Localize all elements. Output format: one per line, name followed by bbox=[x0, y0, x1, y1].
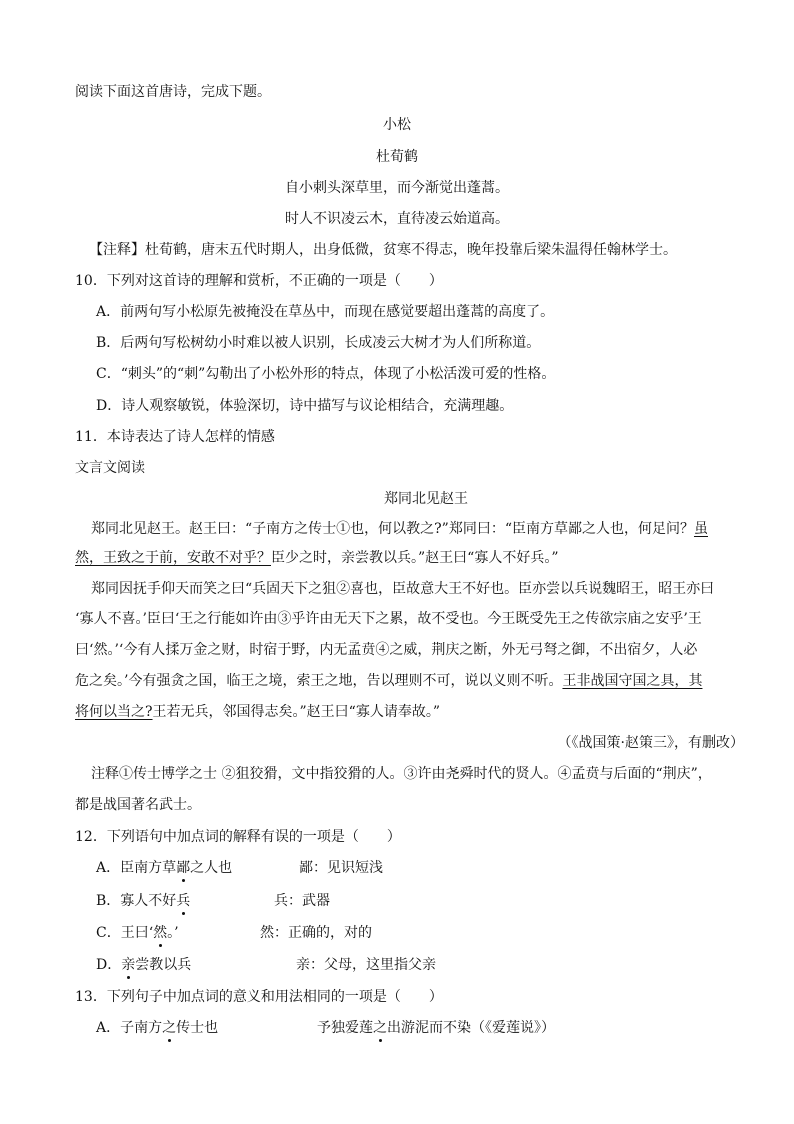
q10-option-a: A．前两句写小松原先被掩没在草丛中，而现在感觉要超出蓬蒿的高度了。 bbox=[96, 304, 555, 320]
text: 危之矣。’今有强贪之国，临王之境，索王之地，告以理则不可，说以义则不听。 bbox=[75, 673, 563, 689]
q13-option-a-comparison bbox=[317, 1018, 555, 1038]
q12-option-c bbox=[96, 923, 179, 943]
poem-line-2: 时人不识凌云木，直待凌云始道高。 bbox=[285, 211, 509, 227]
q13-stem: 13．下列句子中加点词的意义和用法相同的一项是（ ） bbox=[75, 989, 443, 1005]
section-heading: 文言文阅读 bbox=[75, 460, 145, 476]
passage-p2-line-5 bbox=[75, 702, 440, 722]
passage-p1-line-2 bbox=[75, 548, 558, 568]
poem-author: 杜荀鹤 bbox=[376, 149, 418, 165]
passage-p2-line-1: 郑同因抚手仰天而笑之曰“兵固天下之狙②喜也，臣故意大王不好也。臣亦尝以兵说魏昭王，昭王亦曰 bbox=[91, 581, 715, 597]
underlined-text: 将何以当之? bbox=[75, 704, 153, 720]
intro: 阅读下面这首唐诗，完成下题。 bbox=[75, 84, 271, 100]
passage-notes-line-2: 都是战国著名武士。 bbox=[75, 797, 201, 813]
underlined-text: 虽 bbox=[693, 521, 708, 537]
poem-note: 【注释】杜荀鹤，唐末五代时期人，出身低微，贫寒不得志，晚年投靠后梁朱温得任翰林学士。 bbox=[89, 242, 677, 258]
dotted-word: 之 bbox=[373, 1020, 387, 1036]
text: 臣少之时，亲尝教以兵。”赵王曰“寡人不好兵。” bbox=[271, 550, 559, 566]
q12-option-b-explanation: 兵：武器 bbox=[274, 893, 330, 909]
dotted-word: 兵 bbox=[176, 893, 191, 909]
q10-stem: 10．下列对这首诗的理解和赏析，不正确的一项是（ ） bbox=[75, 273, 443, 289]
text: 王若无兵，邻国得志矣。”赵王曰“寡人请奉故。” bbox=[152, 704, 440, 720]
poem-title: 小松 bbox=[383, 117, 411, 133]
q12-option-a bbox=[96, 858, 232, 878]
passage-p2-line-3: 曰‘然。’‘今有人揉万金之财，时宿于野，内无孟贲④之威，荆庆之断，外无弓弩之御，不出宿夕，人必 bbox=[75, 642, 698, 658]
q12-option-d-explanation: 亲：父母，这里指父亲 bbox=[296, 957, 436, 973]
passage-p2-line-2: ‘寡人不喜。’臣曰‘王之行能如许由③乎许由无天下之累，故不受也。今王既受先王之传欲宗庙之安乎’王 bbox=[75, 611, 702, 627]
text: 之人也 bbox=[190, 860, 233, 876]
text: 予独爱莲 bbox=[317, 1020, 373, 1036]
q10-option-b: B．后两句写松树幼小时难以被人识别，长成凌云大树才为人们所称道。 bbox=[96, 335, 541, 351]
text: A．臣南方草 bbox=[96, 860, 177, 876]
underlined-text: 王非战国守国之具，其 bbox=[562, 673, 703, 689]
text: 郑同北见赵王。赵王曰：“子南方之传士①也，何以教之?”郑同曰：“臣南方草鄙之人也，何足问？ bbox=[91, 521, 694, 537]
passage-title: 郑同北见赵王 bbox=[384, 491, 468, 507]
poem-line-1: 自小刺头深草里，而今渐觉出蓬蒿。 bbox=[285, 180, 509, 196]
underlined-text: 然，王致之于前，安敢不对乎？ bbox=[75, 550, 271, 566]
text: 尝教以兵 bbox=[135, 957, 192, 973]
passage-p2-line-4 bbox=[75, 671, 702, 691]
q12-stem: 12．下列语句中加点词的解释有误的一项是（ ） bbox=[75, 829, 401, 845]
q12-option-c-explanation: 然：正确的，对的 bbox=[260, 925, 372, 941]
q12-option-a-explanation: 鄙：见识短浅 bbox=[299, 860, 383, 876]
q12-option-b bbox=[96, 891, 190, 911]
dotted-word: 亲 bbox=[121, 957, 136, 973]
q11-stem: 11．本诗表达了诗人怎样的情感 bbox=[75, 429, 275, 445]
dotted-word: 之 bbox=[162, 1020, 177, 1036]
text: D． bbox=[96, 957, 122, 973]
text: B．寡人不好 bbox=[96, 893, 177, 909]
text: 。’ bbox=[167, 925, 179, 941]
dotted-word: 然 bbox=[153, 925, 168, 941]
q10-option-c: C．“刺头”的“刺”勾勒出了小松外形的特点，体现了小松活泼可爱的性格。 bbox=[96, 366, 556, 382]
text: A．子南方 bbox=[96, 1020, 163, 1036]
q13-option-a bbox=[96, 1018, 218, 1038]
passage-notes-line-1: 注释①传士博学之士 ②狙狡猾，文中指狡猾的人。③许由尧舜时代的贤人。④孟贲与后面的“荆庆”， bbox=[91, 766, 712, 782]
dotted-word: 鄙 bbox=[176, 860, 191, 876]
q10-option-d: D．诗人观察敏锐，体验深切，诗中描写与议论相结合，充满理趣。 bbox=[96, 398, 514, 414]
text: C．王曰‘ bbox=[96, 925, 154, 941]
passage-p1-line-1 bbox=[91, 519, 708, 539]
text: 传士也 bbox=[176, 1020, 219, 1036]
passage-source: （《战国策·赵策三》，有删改） bbox=[557, 735, 744, 751]
text: 出游泥而不染（《爱莲说》） bbox=[387, 1020, 555, 1036]
q12-option-d bbox=[96, 955, 191, 975]
